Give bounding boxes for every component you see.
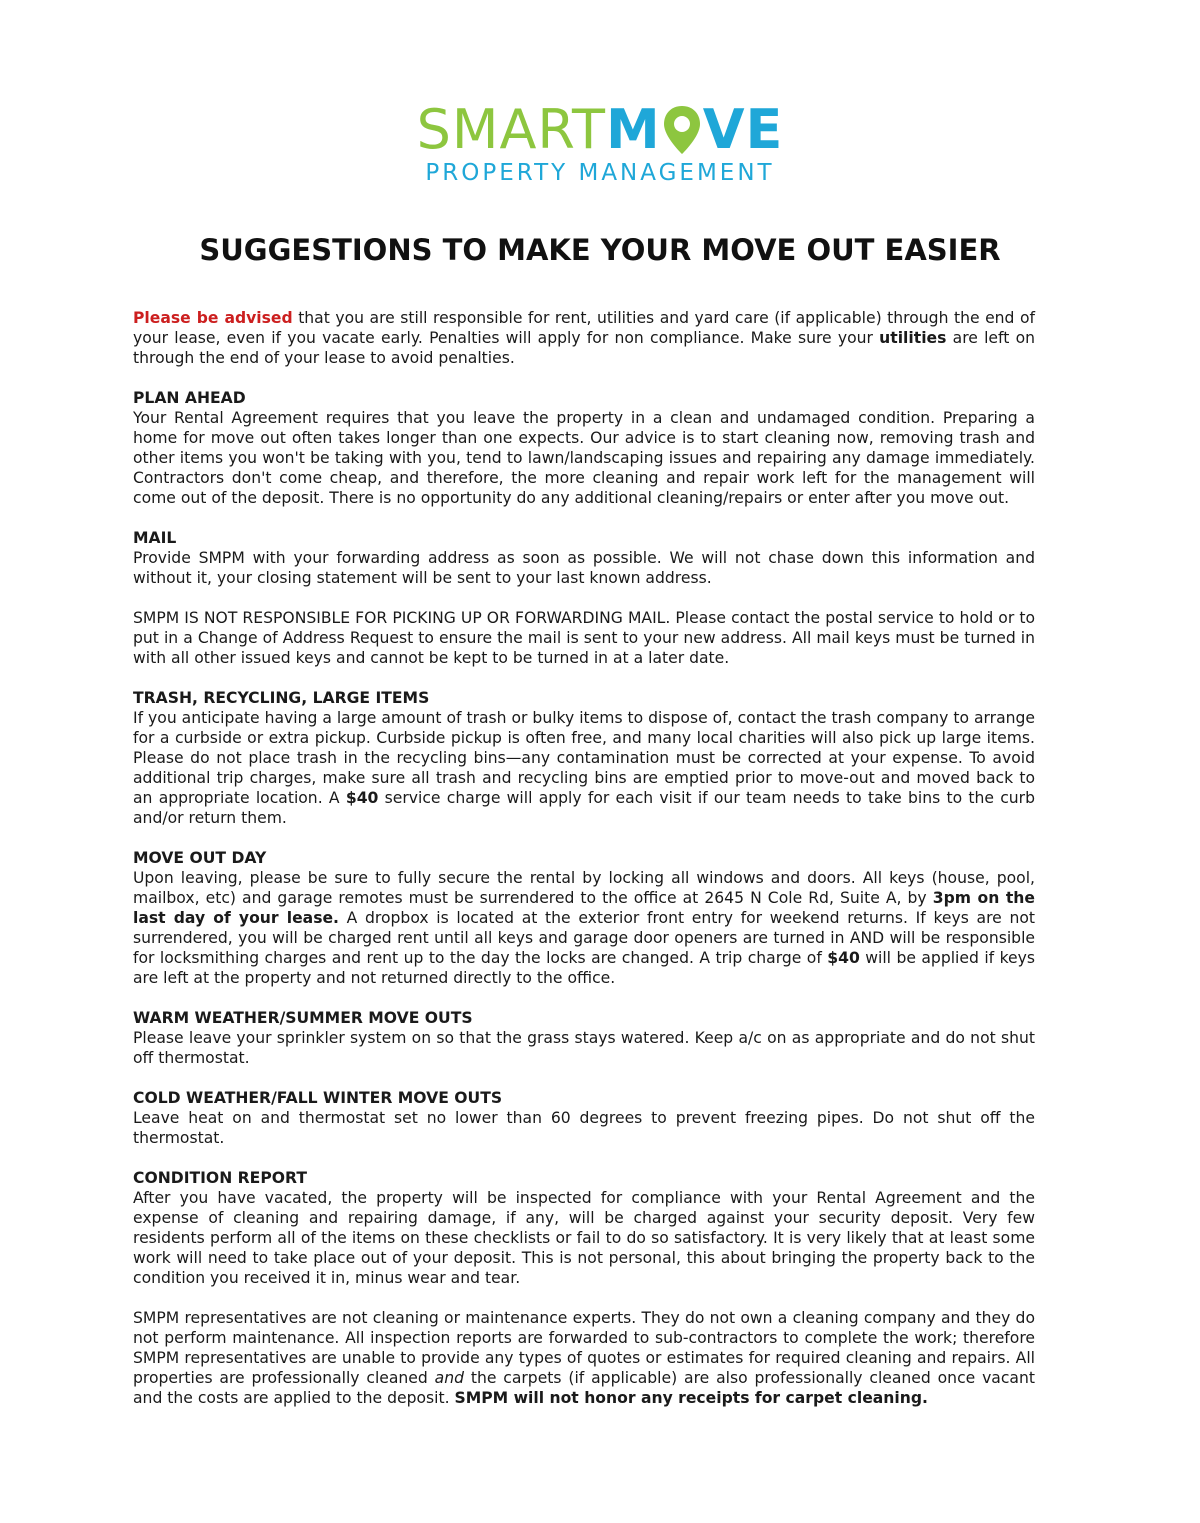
section-heading: MOVE OUT DAY (133, 849, 267, 867)
section-heading: WARM WEATHER/SUMMER MOVE OUTS (133, 1009, 473, 1027)
section-heading: CONDITION REPORT (133, 1169, 307, 1187)
logo-word-m: M (605, 98, 661, 161)
logo-word-smart: SMART (416, 98, 606, 161)
intro-bold-utilities: utilities (879, 329, 947, 347)
section-heading: COLD WEATHER/FALL WINTER MOVE OUTS (133, 1089, 503, 1107)
section-heading: TRASH, RECYCLING, LARGE ITEMS (133, 689, 430, 707)
page-title: SUGGESTIONS TO MAKE YOUR MOVE OUT EASIER (199, 233, 1001, 267)
trash-text: If you anticipate having a large amount of trash or bulky items to dispose of, contact the trash company to arrange for a curbside or extra pickup. Curbside pickup is often free, and many local charities will also pick up large items. Please do not place trash in the recycling bins—any contamination must be corrected at your expense. To avoid additional trip charges, make sure all trash and recycling bins are emptied prior to move-out and moved back to an appropriate location. A (133, 709, 1035, 807)
intro-text-end: are left on through the end of your lease to avoid penalties. (133, 329, 1035, 367)
section-heading: PLAN AHEAD (133, 389, 246, 407)
move-out-trip-charge: $40 (827, 949, 860, 967)
section-trash (133, 688, 1035, 828)
section-body (133, 708, 1035, 828)
section-plan-ahead (133, 388, 1035, 508)
logo-subtitle: PROPERTY MANAGEMENT (425, 160, 775, 186)
condition-notice-paragraph (133, 1308, 1035, 1408)
section-body: Please leave your sprinkler system on so that the grass stays watered. Keep a/c on as appropriate and do not shut off thermostat. (133, 1029, 1035, 1067)
intro-paragraph (133, 308, 1035, 368)
move-out-text: Upon leaving, please be sure to fully secure the rental by locking all windows and doors. All keys (house, pool, mailbox, etc) and garage remotes must be surrendered to the office at 2645 N Cole Rd, Suite A, by (133, 869, 1035, 907)
section-cold-weather (133, 1088, 1035, 1148)
trash-text-end: service charge will apply for each visit if our team needs to take bins to the curb and/or return them. (133, 789, 1035, 827)
section-move-out-day (133, 848, 1035, 988)
move-out-deadline: 3pm on the last day of your lease. (133, 889, 1035, 927)
document-body (133, 308, 1035, 1428)
logo-word-ve: VE (702, 98, 784, 161)
intro-text: that you are still responsible for rent, utilities and yard care (if applicable) through the end of your lease, even if you vacate early. Penalties will apply for non compliance. Make sure your (133, 309, 1036, 347)
mail-notice-paragraph: SMPM IS NOT RESPONSIBLE FOR PICKING UP OR FORWARDING MAIL. Please contact the postal service to hold or to put in a Change of Address Request to ensure the mail is sent to your new address. All mail keys must be turned in with all other issued keys and cannot be kept to be turned in at a later date. (133, 609, 1035, 667)
section-body: Your Rental Agreement requires that you leave the property in a clean and undamaged condition. Preparing a home for move out often takes longer than one expects. Our advice is to start cleaning now, removing trash and other items you won't be taking with you, tend to lawn/landscaping issues and repairing any damage immediately. Contractors don't come cheap, and therefore, the more cleaning and repair work left for the management will come out of the deposit. There is no opportunity do any additional cleaning/repairs or enter after you move out. (133, 409, 1035, 507)
condition-text-mid: the carpets (if applicable) are also professionally cleaned once vacant and the costs are applied to the deposit. (133, 1369, 1035, 1407)
section-condition-report (133, 1168, 1035, 1288)
trash-charge: $40 (345, 789, 379, 807)
condition-text: SMPM representatives are not cleaning or maintenance experts. They do not own a cleaning company and they do not perform maintenance. All inspection reports are forwarded to sub-contractors to complete the work; therefore SMPM representatives are unable to provide any types of quotes or estimates for required cleaning and repairs. All properties are professionally cleaned (133, 1309, 1035, 1387)
section-body: Provide SMPM with your forwarding address as soon as possible. We will not chase down this information and without it, your closing statement will be sent to your last known address. (133, 549, 1035, 587)
logo-wordmark (0, 100, 1200, 160)
section-body: After you have vacated, the property will be inspected for compliance with your Rental Agreement and the expense of cleaning and repairing damage, if any, will be charged against your security deposit. Very few residents perform all of the items on these checklists or fail to do so satisfactory. It is very likely that at least some work will need to take place out of your deposit. This is not personal, this about bringing the property back to the condition you received it in, minus wear and tear. (133, 1189, 1035, 1287)
move-out-text-end: will be applied if keys are left at the property and not returned directly to the office. (133, 949, 1035, 987)
section-mail (133, 528, 1035, 588)
advisory-lead: Please be advised (133, 309, 293, 327)
map-pin-icon (661, 104, 703, 156)
company-logo (0, 100, 1200, 186)
condition-italic-and: and (434, 1369, 464, 1387)
carpet-receipt-notice: SMPM will not honor any receipts for carpet cleaning. (454, 1389, 928, 1407)
section-body (133, 868, 1035, 988)
section-warm-weather (133, 1008, 1035, 1068)
move-out-text-mid: A dropbox is located at the exterior front entry for weekend returns. If keys are not surrendered, you will be charged rent until all keys and garage door openers are turned in AND will be responsible for locksmithing charges and rent up to the day the locks are changed. A trip charge of (133, 909, 1035, 967)
section-heading: MAIL (133, 529, 177, 547)
section-body: Leave heat on and thermostat set no lower than 60 degrees to prevent freezing pipes. Do not shut off the thermostat. (133, 1109, 1035, 1147)
